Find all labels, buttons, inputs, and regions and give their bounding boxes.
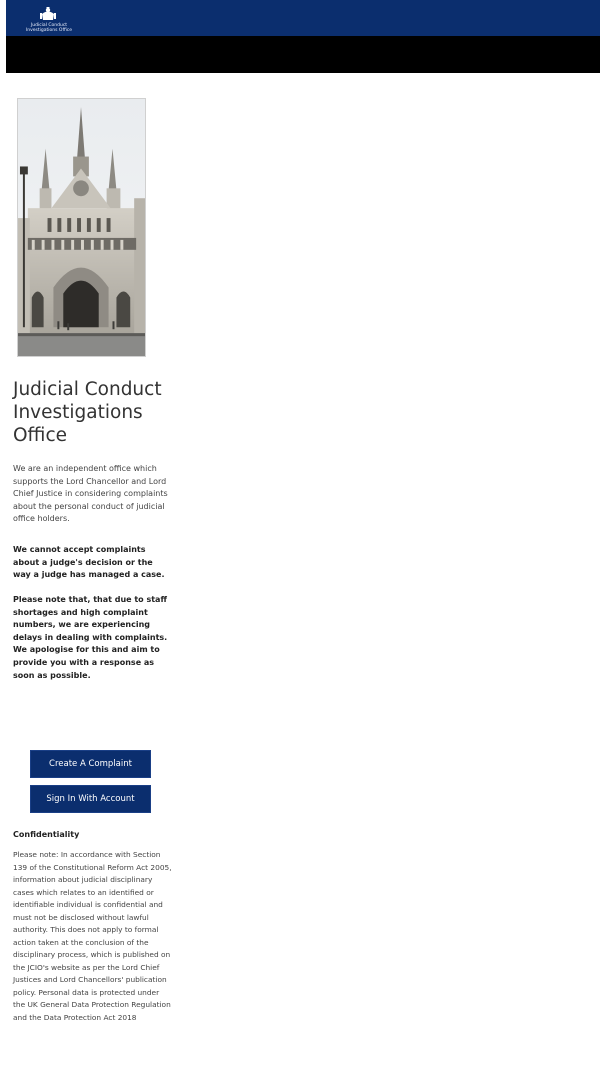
nav-bar: [6, 36, 600, 73]
crest-icon: [38, 6, 58, 22]
logo-line-2: Investigations Office: [25, 28, 73, 33]
sign-in-button[interactable]: Sign In With Account: [30, 785, 151, 813]
logo-line-1: Judicial Conduct: [30, 23, 68, 28]
site-logo[interactable]: [14, 3, 84, 33]
create-complaint-button[interactable]: Create A Complaint: [30, 750, 151, 778]
delays-notice: Please note that, that due to staff shortages and high complaint numbers, we are experiencing delays in dealing with complaints. We apologise for this and aim to provide you with a response as soon as possible.: [13, 595, 168, 680]
building-photo: [18, 99, 145, 356]
page-title: Judicial Conduct Investigations Office: [13, 379, 162, 446]
intro-text: We are an independent office which supports the Lord Chancellor and Lord Chief Justice in considering complaints about the personal conduct of judicial office holders.: [13, 464, 168, 524]
confidentiality-heading: Confidentiality: [13, 830, 80, 839]
hero-image: [17, 98, 146, 357]
decisions-notice: We cannot accept complaints about a judge's decision or the way a judge has managed a case.: [13, 545, 165, 580]
header-bar: [6, 0, 600, 36]
confidentiality-text: Please note: In accordance with Section 139 of the Constitutional Reform Act 2005, information about judicial disciplinary cases which relates to an identified or identifiable individual is confidential and must not be disclosed without lawful authority. This does not apply to formal action taken at the conclusion of the disciplinary process, which is published on the JCIO's website as per the Lord Chief Justices and Lord Chancellors' publication policy. Personal data is protected under the UK General Data Protection Regulation and the Data Protection Act 2018: [13, 850, 172, 1022]
